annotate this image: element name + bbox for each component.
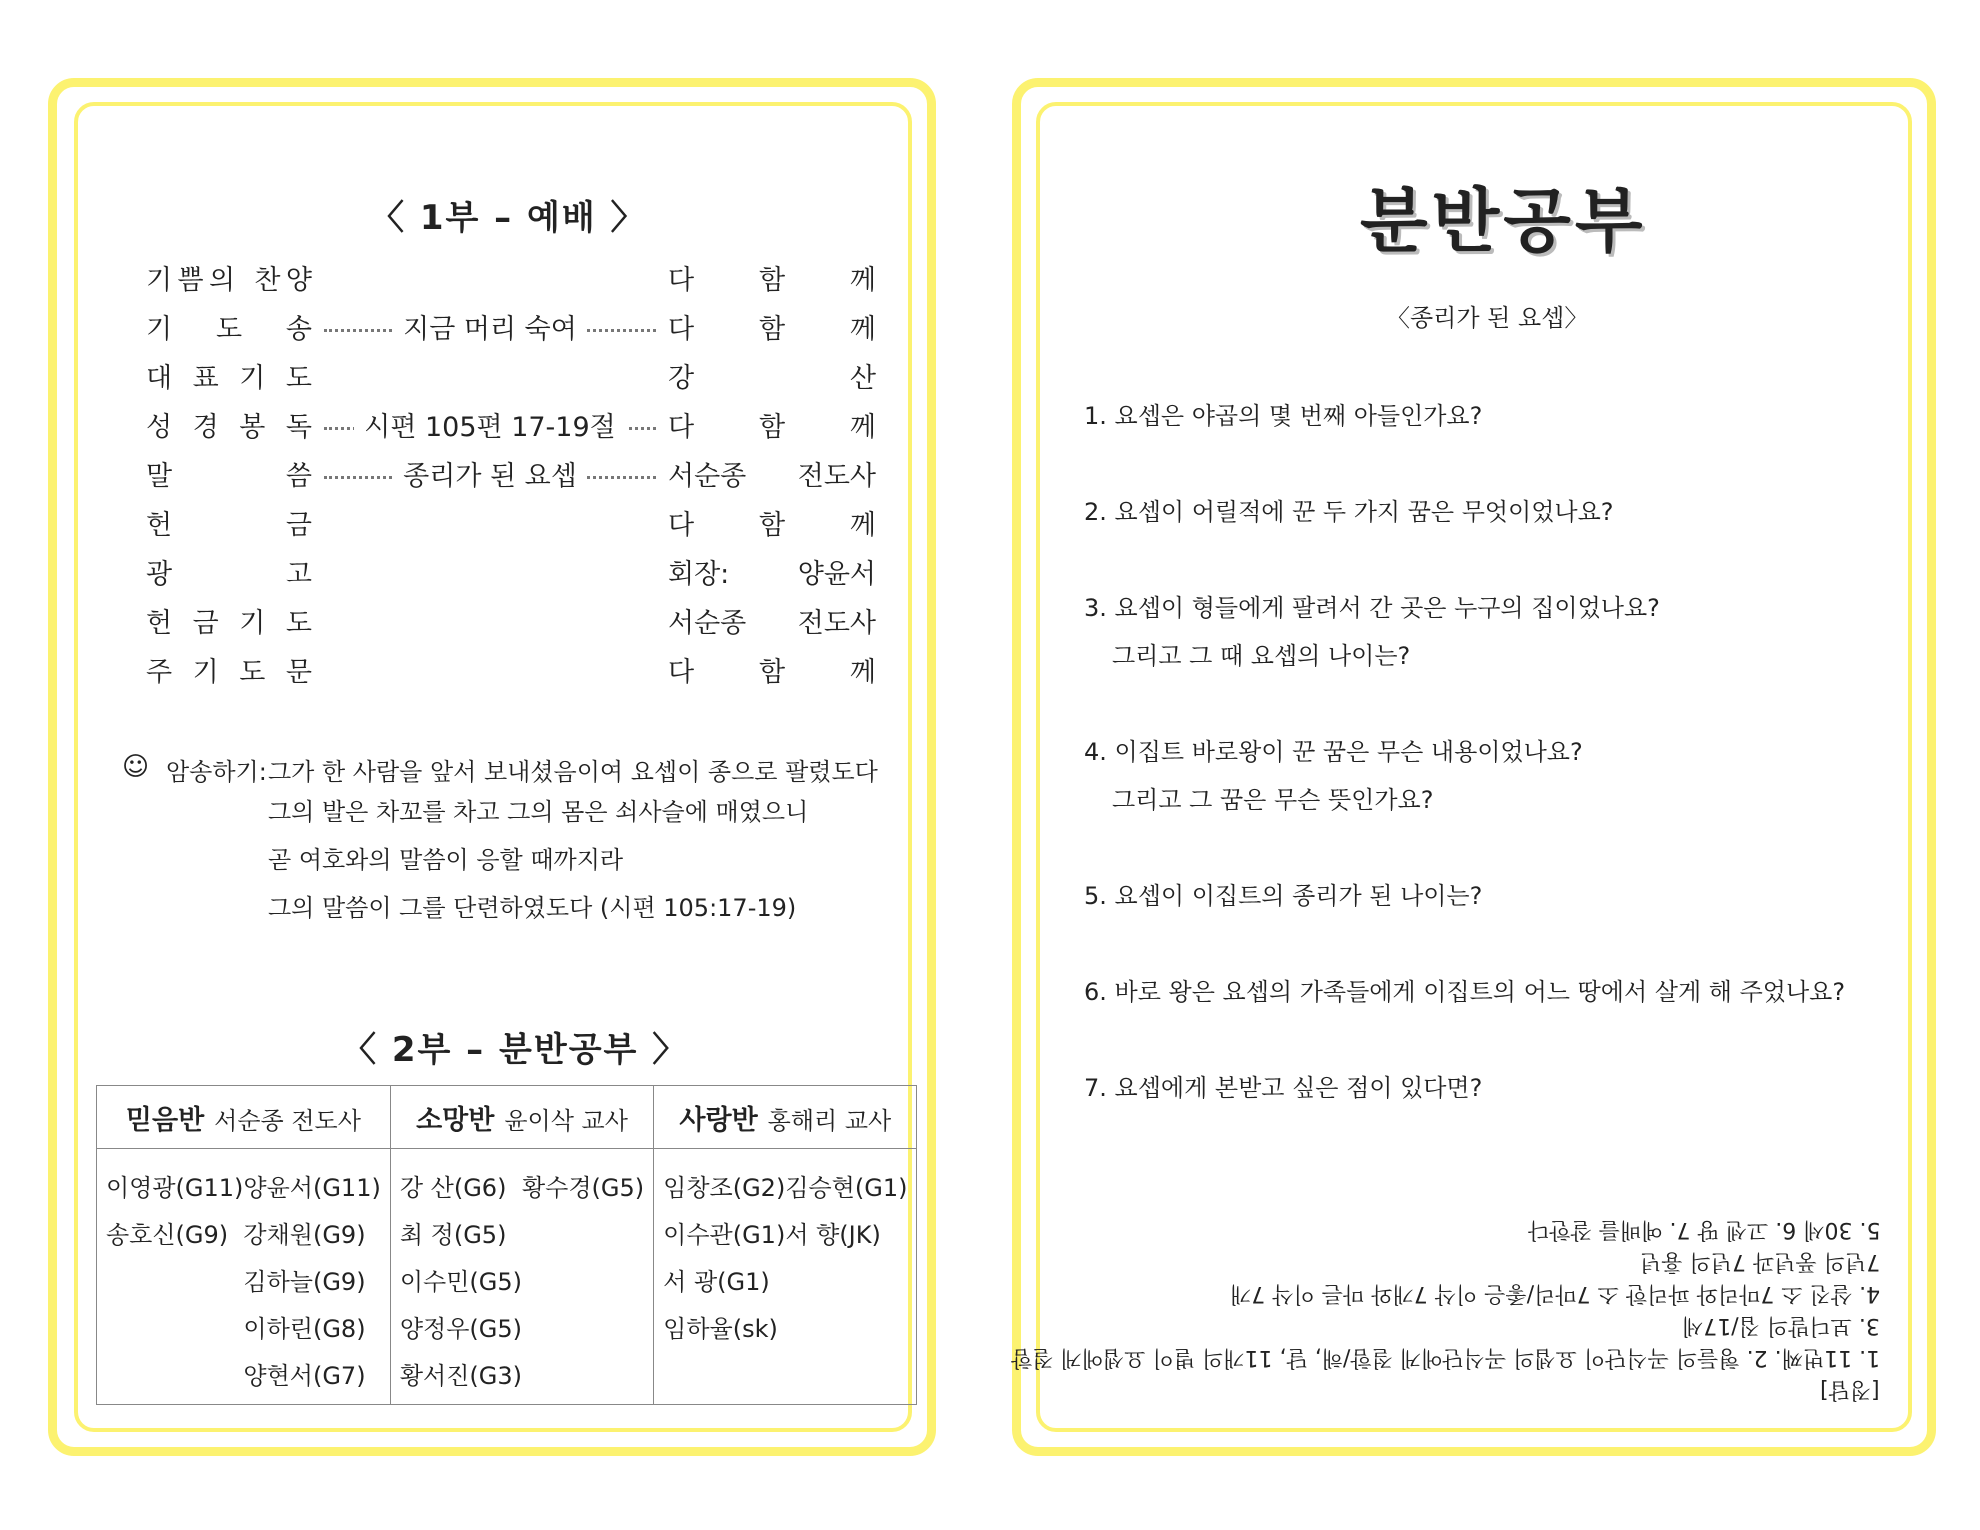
order-leader bbox=[668, 601, 876, 640]
order-leader-part: 함 bbox=[758, 510, 786, 541]
order-leader bbox=[668, 454, 876, 493]
class-member: 황수경(G5) bbox=[522, 1174, 645, 1202]
class-member: 양윤서(G11) bbox=[243, 1174, 381, 1202]
order-leader-dots bbox=[324, 307, 656, 346]
class-table bbox=[96, 1085, 917, 1405]
question: 3. 요셉이 형들에게 팔려서 간 곳은 누구의 집이었나요? bbox=[1084, 594, 1660, 622]
order-label-char: 주 bbox=[146, 657, 173, 688]
order-label-char: 기 bbox=[146, 265, 173, 296]
class-header: 믿음반 서순종 전도사 bbox=[97, 1086, 391, 1149]
order-leader-part: 서순종 bbox=[668, 608, 747, 639]
class-members bbox=[390, 1149, 653, 1405]
order-leader-part: 전도사 bbox=[797, 608, 876, 639]
class-member: 강 산(G6) bbox=[399, 1174, 507, 1202]
order-label-char: 광 bbox=[146, 559, 173, 590]
class-member bbox=[522, 1309, 644, 1344]
answer-line: 3. 보디발의 집/17세 bbox=[1682, 1313, 1880, 1338]
order-leader bbox=[668, 356, 876, 395]
class-member: 송호신(G9) bbox=[106, 1221, 229, 1249]
order-label-char: 헌 bbox=[146, 608, 173, 639]
class-member bbox=[663, 1356, 785, 1384]
order-leader-part: 께 bbox=[849, 314, 876, 345]
class-member: 양현서(G7) bbox=[243, 1362, 366, 1390]
question: 6. 바로 왕은 요셉의 가족들에게 이집트의 어느 땅에서 살게 해 주었나요? bbox=[1084, 978, 1846, 1006]
class-member: 이수관(G1) bbox=[663, 1221, 786, 1249]
order-leader-part: 께 bbox=[849, 265, 876, 296]
order-leader-part: 다 bbox=[668, 510, 695, 541]
order-leader-part: 께 bbox=[849, 657, 876, 688]
class-member bbox=[106, 1262, 243, 1297]
class-member bbox=[522, 1356, 644, 1391]
question: 5. 요셉이 이집트의 종리가 된 나이는? bbox=[1084, 882, 1483, 910]
answer-line: 1. 11번째. 2. 형들의 곡식단이 요셉의 곡식단에게 절함/해, 달, 11개의 별이 요셉에게 절함 bbox=[1010, 1345, 1880, 1370]
order-leader-part: 께 bbox=[849, 412, 876, 443]
order-leader bbox=[668, 650, 876, 689]
class-members bbox=[97, 1149, 391, 1405]
order-label-char: 경 bbox=[192, 412, 219, 443]
class-member: 임하율(sk) bbox=[663, 1315, 778, 1343]
order-leader-part: 산 bbox=[849, 363, 876, 394]
order-detail: 종리가 된 요셉 bbox=[393, 461, 587, 492]
class-member: 최 정(G5) bbox=[399, 1221, 507, 1249]
memorize-line: 그의 발은 차꼬를 차고 그의 몸은 쇠사슬에 매였으니 bbox=[268, 798, 809, 826]
order-leader-part: 다 bbox=[668, 265, 695, 296]
order-leader bbox=[668, 307, 876, 346]
order-label bbox=[146, 454, 312, 493]
order-leader-part: 함 bbox=[758, 314, 786, 345]
order-label bbox=[146, 503, 312, 542]
order-label-char: 표 bbox=[192, 363, 219, 394]
class-member bbox=[785, 1356, 907, 1384]
class-member bbox=[106, 1356, 243, 1391]
order-leader bbox=[668, 258, 876, 297]
class-member bbox=[785, 1262, 907, 1297]
order-label-char: 헌 bbox=[146, 510, 173, 541]
answer-line: 7년의 풍년과 7년의 흉년 bbox=[1639, 1249, 1880, 1274]
order-label-char: 고 bbox=[285, 559, 312, 590]
memorize-label: 암송하기: bbox=[166, 758, 267, 786]
order-row bbox=[146, 356, 876, 394]
order-leader-dots bbox=[324, 454, 656, 493]
order-leader-part: 다 bbox=[668, 657, 695, 688]
question: 2. 요셉이 어릴적에 꾼 두 가지 꿈은 무엇이었나요? bbox=[1084, 498, 1614, 526]
order-label-char: 의 bbox=[208, 265, 236, 296]
class-member: 임창조(G2) bbox=[663, 1174, 786, 1202]
class-member bbox=[106, 1309, 243, 1344]
class-member bbox=[522, 1215, 644, 1250]
order-leader-part: 함 bbox=[758, 412, 786, 443]
order-leader-part: 양윤서 bbox=[797, 559, 876, 590]
order-row bbox=[146, 601, 876, 639]
order-label-char: 금 bbox=[192, 608, 219, 639]
order-row bbox=[146, 650, 876, 688]
order-label bbox=[146, 258, 312, 297]
order-label-char: 도 bbox=[285, 363, 312, 394]
class-members bbox=[654, 1149, 917, 1405]
order-label bbox=[146, 307, 312, 346]
order-label-char: 송 bbox=[285, 314, 312, 345]
order-row bbox=[146, 503, 876, 541]
order-label bbox=[146, 552, 312, 591]
order-leader-dots bbox=[324, 405, 656, 444]
order-label-char bbox=[240, 258, 249, 297]
order-label-char: 기 bbox=[146, 314, 173, 345]
order-leader bbox=[668, 503, 876, 542]
class-member: 서 광(G1) bbox=[663, 1268, 770, 1296]
class-member: 김하늘(G9) bbox=[243, 1268, 366, 1296]
order-row bbox=[146, 405, 876, 443]
order-label-char: 기 bbox=[239, 608, 266, 639]
class-member: 이수민(G5) bbox=[399, 1268, 522, 1296]
memorize-line: 곧 여호와의 말씀이 응할 때까지라 bbox=[268, 846, 624, 874]
order-label-char: 기 bbox=[192, 657, 219, 688]
order-label bbox=[146, 356, 312, 395]
order-label-char: 씀 bbox=[285, 461, 312, 492]
question-sub: 그리고 그 때 요셉의 나이는? bbox=[1112, 642, 1411, 670]
order-label bbox=[146, 650, 312, 689]
order-label-char: 양 bbox=[285, 265, 312, 296]
class-header: 소망반 윤이삭 교사 bbox=[390, 1086, 653, 1149]
answer-line: [정답] bbox=[1820, 1377, 1880, 1402]
order-leader-part: 다 bbox=[668, 412, 695, 443]
order-label-char: 도 bbox=[215, 314, 243, 345]
order-label-char: 봉 bbox=[239, 412, 266, 443]
order-label bbox=[146, 601, 312, 640]
order-label-char: 성 bbox=[146, 412, 173, 443]
order-row bbox=[146, 307, 876, 345]
order-leader-part: 서순종 bbox=[668, 461, 747, 492]
order-leader-part: 강 bbox=[668, 363, 695, 394]
part1-title: 〈 1부 – 예배 〉 bbox=[370, 198, 647, 238]
class-member bbox=[785, 1309, 907, 1344]
part2-title: 〈 2부 – 분반공부 〉 bbox=[342, 1030, 689, 1070]
class-header: 사랑반 홍해리 교사 bbox=[654, 1086, 917, 1149]
order-leader-part: 함 bbox=[758, 657, 786, 688]
order-row bbox=[146, 552, 876, 590]
class-member: 김승현(G1) bbox=[785, 1174, 908, 1202]
question: 1. 요셉은 야곱의 몇 번째 아들인가요? bbox=[1084, 402, 1483, 430]
answer-line: 4. 살진 소 7마리와 파리한 소 7마리/좋은 이삭 7개와 마른 이삭 7개 bbox=[1229, 1281, 1880, 1306]
question: 7. 요셉에게 본받고 싶은 점이 있다면? bbox=[1084, 1074, 1483, 1102]
order-leader bbox=[668, 552, 876, 591]
smiley-icon: ☺ bbox=[122, 752, 150, 782]
study-title: 분반공부 bbox=[1360, 180, 1647, 262]
order-label-char: 말 bbox=[146, 461, 173, 492]
order-label bbox=[146, 405, 312, 444]
order-label-char: 찬 bbox=[254, 265, 281, 296]
class-member: 황서진(G3) bbox=[399, 1362, 522, 1390]
order-label-char: 쁨 bbox=[177, 265, 204, 296]
order-leader-part: 함 bbox=[758, 265, 786, 296]
order-row bbox=[146, 454, 876, 492]
order-detail: 지금 머리 숙여 bbox=[393, 314, 587, 345]
order-leader-part: 께 bbox=[849, 510, 876, 541]
order-detail: 시편 105편 17-19절 bbox=[354, 412, 625, 443]
order-leader bbox=[668, 405, 876, 444]
order-label-char: 문 bbox=[285, 657, 312, 688]
order-label-char: 기 bbox=[239, 363, 266, 394]
question: 4. 이집트 바로왕이 꾼 꿈은 무슨 내용이었나요? bbox=[1084, 738, 1583, 766]
order-label-char: 대 bbox=[146, 363, 173, 394]
question-sub: 그리고 그 꿈은 무슨 뜻인가요? bbox=[1112, 786, 1434, 814]
order-row bbox=[146, 258, 876, 296]
class-member bbox=[522, 1262, 644, 1297]
memorize-line: 그의 말씀이 그를 단련하였도다 (시편 105:17-19) bbox=[268, 894, 797, 922]
memorize-line: 그가 한 사람을 앞서 보내셨음이여 요셉이 종으로 팔렸도다 bbox=[268, 758, 878, 786]
order-leader-part: 전도사 bbox=[797, 461, 876, 492]
class-member: 강채원(G9) bbox=[243, 1221, 366, 1249]
order-leader-part: 회장: bbox=[668, 559, 730, 590]
study-subtitle: 〈종리가 된 요셉〉 bbox=[1386, 304, 1589, 332]
class-member: 서 향(JK) bbox=[785, 1221, 881, 1249]
order-label-char: 도 bbox=[285, 608, 312, 639]
class-member: 이영광(G11) bbox=[106, 1174, 244, 1202]
order-label-char: 금 bbox=[285, 510, 312, 541]
order-label-char: 독 bbox=[285, 412, 312, 443]
order-label-char: 도 bbox=[239, 657, 266, 688]
answer-line: 5. 30세 6. 고센 땅 7. 예배를 잘한다 bbox=[1527, 1217, 1880, 1242]
order-leader-part: 다 bbox=[668, 314, 695, 345]
class-member: 양정우(G5) bbox=[399, 1315, 522, 1343]
class-member: 이하린(G8) bbox=[243, 1315, 366, 1343]
